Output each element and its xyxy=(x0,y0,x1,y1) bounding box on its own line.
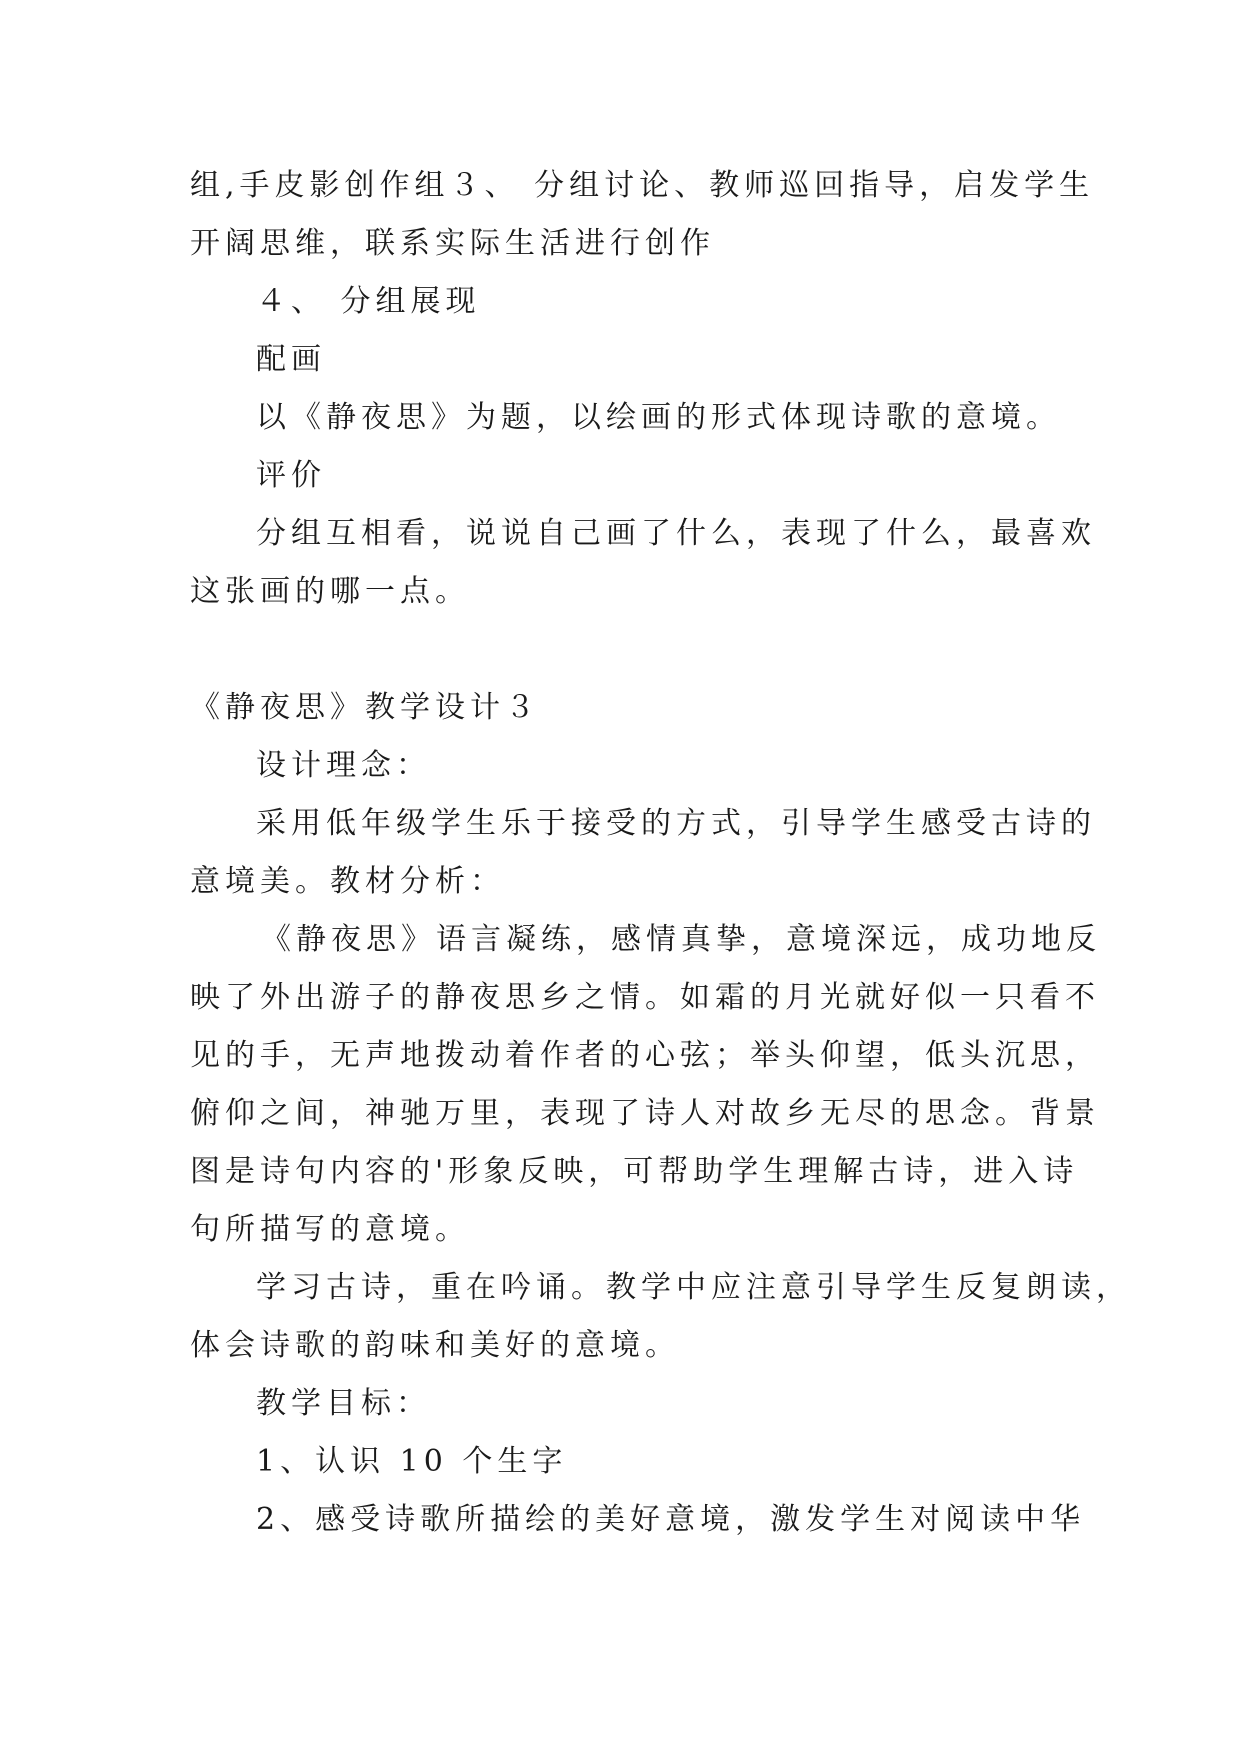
text-line-22: 1、认识 10 个生字 xyxy=(256,1444,568,1479)
text-line-6: 评价 xyxy=(256,458,326,493)
text-line-15: 见的手，无声地拨动着作者的心弦；举头仰望，低头沉思， xyxy=(190,1038,1100,1073)
text-line-11: 采用低年级学生乐于接受的方式，引导学生感受古诗的 xyxy=(256,806,1096,841)
text-line-5: 以《静夜思》为题，以绘画的形式体现诗歌的意境。 xyxy=(256,400,1061,435)
text-line-4: 配画 xyxy=(256,342,326,377)
text-line-8: 这张画的哪一点。 xyxy=(190,574,470,609)
text-line-16: 俯仰之间，神驰万里，表现了诗人对故乡无尽的思念。背景 xyxy=(190,1096,1100,1131)
text-line-1: 组,手皮影创作组３、 分组讨论、教师巡回指导，启发学生 xyxy=(190,168,1095,203)
text-line-21: 教学目标： xyxy=(256,1386,431,1421)
section-title: 《静夜思》教学设计３ xyxy=(190,690,540,725)
text-line-2: 开阔思维，联系实际生活进行创作 xyxy=(190,226,715,261)
text-line-18: 句所描写的意境。 xyxy=(190,1212,470,1247)
text-line-7: 分组互相看，说说自己画了什么，表现了什么，最喜欢 xyxy=(256,516,1096,551)
text-line-20: 体会诗歌的韵味和美好的意境。 xyxy=(190,1328,680,1363)
text-line-19: 学习古诗，重在吟诵。教学中应注意引导学生反复朗读， xyxy=(256,1270,1131,1305)
text-line-12: 意境美。教材分析： xyxy=(190,864,505,899)
text-line-13: 《静夜思》语言凝练，感情真挚，意境深远，成功地反 xyxy=(261,922,1101,957)
text-line-17: 图是诗句内容的'形象反映，可帮助学生理解古诗，进入诗 xyxy=(190,1154,1079,1189)
text-line-10: 设计理念： xyxy=(256,748,431,783)
text-line-3: ４、 分组展现 xyxy=(256,284,481,319)
text-line-14: 映了外出游子的静夜思乡之情。如霜的月光就好似一只看不 xyxy=(190,980,1100,1015)
text-line-23: 2、感受诗歌所描绘的美好意境，激发学生对阅读中华 xyxy=(256,1502,1086,1537)
